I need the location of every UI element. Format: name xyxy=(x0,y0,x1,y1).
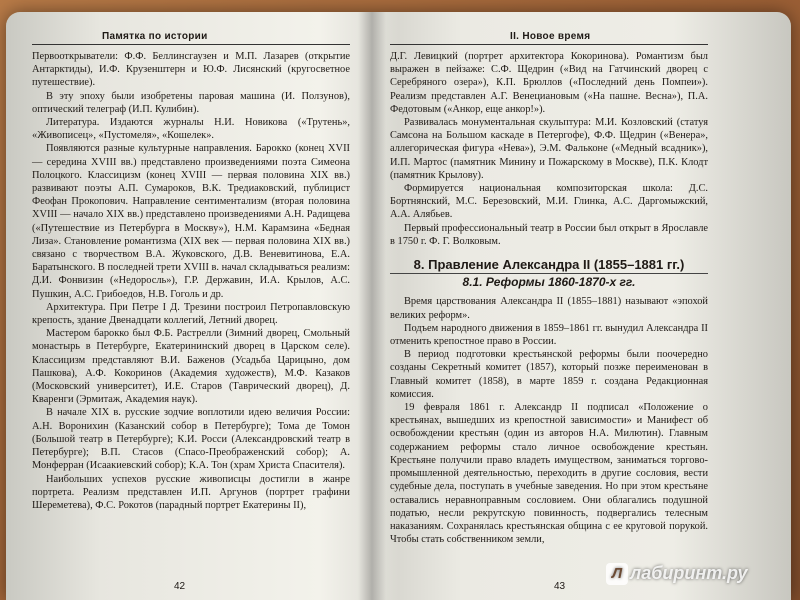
left-running-header: Памятка по истории xyxy=(32,30,350,45)
watermark xyxy=(606,563,790,591)
right-paragraph: Развивалась монументальная скульптура: М.И. Козловский (статуя Самсона на Большом каскаде в Петергофе), Ф.Ф. Щедрин («Венера», аллегорическая фигура «Нева»), Э.М. Фальконе («Медный всадник»), И.П. Мартос (памятник Минину и Пожарскому в Москве), П.К. Клодт (памятник Крылову). xyxy=(390,117,708,181)
watermark-text: лабиринт.ру xyxy=(630,563,748,583)
chapter-title: 8. Правление Александра II (1855–1881 гг.) xyxy=(390,258,708,274)
section-title: 8.1. Реформы 1860-1870-х гг. xyxy=(462,275,636,290)
book-spine-gutter xyxy=(358,12,386,600)
right-paragraph: Первый профессиональный театр в России был открыт в Ярославле в 1750 г. Ф. Г. Волковым. xyxy=(390,222,708,247)
left-paragraph: В начале XIX в. русские зодчие воплотили идею величия России: А.Н. Воронихин (Казанский собор в Петербурге); Тома де Томон (Большой театр в Петербурге); К.И. Росси (Александровский театр в Петербурге); В.П. Стасов (Спасо-Преображенский собор); А. Монферран (Исаакиевский собор); К.А. Тон (храм Христа Спасителя). xyxy=(32,407,350,472)
watermark-logo-icon: Л xyxy=(606,563,628,585)
left-paragraph: В эту эпоху были изобретены паровая машина (И. Ползунов), оптический телеграф (И.П. Кулибин). xyxy=(32,90,350,115)
right-page-number: 43 xyxy=(554,581,566,592)
left-paragraph: Наибольших успехов русские живописцы достигли в жанре портрета. Реализм представлен И.П. Аргунов (портрет графини Шереметева), Ф.С. Рокотов (парадный портрет Екатерины II), xyxy=(32,473,350,511)
left-paragraph: Мастером барокко был Ф.Б. Растрелли (Зимний дворец, Смольный монастырь в Петербурге, Екатерининский дворец в Царском селе). Классицизм представляют В.И. Баженов (Усадьба Царицыно, дом Пашкова), А.Ф. Кокоринов (Академия художеств), М.Ф. Казаков (Московский университет), И.Е. Старов (Таврический дворец), Д. Кваренги (Эрмитаж, Академия наук). xyxy=(32,328,350,406)
right-paragraph: Д.Г. Левицкий (портрет архитектора Кокоринова). Романтизм был выражен в пейзаже: С.Ф. Щедрин («Вид на Гатчинский дворец с Серебряного озера»), К.П. Брюллов («Последний день Помпеи»). Реализм представлен А.Г. Венециановым («На пашне. Весна»), П.А. Федотовым («Анкор, еще анкор!»). xyxy=(390,51,708,115)
left-paragraph: Литература. Издаются журналы Н.И. Новикова («Трутень», «Живописец», «Пустомеля», «Кошелек». xyxy=(32,117,350,142)
left-paragraph: Архитектура. При Петре I Д. Трезини построил Петропавловскую крепость, здание Двенадцати коллегий, Летний дворец. xyxy=(32,301,350,327)
open-book xyxy=(6,12,791,600)
right-paragraph: В период подготовки крестьянской реформы были поочередно созданы Секретный комитет (1857), который позже переименован в Главный комитет (1858), в марте 1859 г. создана Редакционная комиссия. xyxy=(390,349,708,400)
left-paragraph: Первооткрыватели: Ф.Ф. Беллинсгаузен и М.П. Лазарев (открытие Антарктиды), И.Ф. Крузенштерн и Ю.Ф. Лисянский (кругосветное путешествие). xyxy=(32,51,350,89)
right-paragraph: Подъем народного движения в 1859–1861 гг. вынудил Александра II отменить крепостное право в России. xyxy=(390,322,708,348)
right-paragraph: Формируется национальная композиторская школа: Д.С. Бортнянский, М.С. Березовский, М.И. Глинка, А.С. Даргомыжский, А.А. Алябьев. xyxy=(390,183,708,221)
left-paragraph: Появляются разные культурные направления. Барокко (конец XVII — середина XVIII вв.) представлено произведениями поэта Симеона Полоцкого. Классицизм (конец XVIII — первая половина XIX вв.) развивают поэты А.П. Сумароков, В.К. Тредиаковский, публицист Феофан Прокопович. Направление сентиментализм (вторая половина XVIII — начало XIX вв.) представлено произведениями А.Н. Радищева («Путешествие из Петербурга в Москву»), Н.М. Карамзина «Бедная Лиза». Становление романтизма (XIX век — первая половина XIX вв.) связано с творчеством В.А. Жуковского, Д.В. Веневитинова, Е.А. Баратынского. В последней трети XVIII в. начал складываться реализм: Д.И. Фонвизин («Недоросль»), Г.Р. Державин, И.А. Крылов, А.С. Пушкин, А.С. Грибоедов, Н.В. Гоголь и др. xyxy=(32,143,350,300)
right-paragraph: Время царствования Александра II (1855–1881) называют «эпохой великих реформ». xyxy=(390,296,708,321)
right-page xyxy=(390,31,708,546)
right-paragraph: 19 февраля 1861 г. Александр II подписал «Положение о крестьянах, вышедших из крепостной зависимости» и Манифест об освобождении крестьян (один из авторов Н.А. Милютин). Главным содержанием реформы стало личное освобождение крестьян. Крестьяне получили право владеть имуществом, заниматься торгово-промышленной деятельностью, переходить в другие сословия, вести судебные дела, поступать в учебные заведения. Но при этом крестьяне оставались неравноправным сословием. Они облагались подушной податью, несли рекрутскую повинность, подвергались телесным наказаниям. Сохранялась крестьянская община с ее круговой порукой. Чтобы стать собственником земли, xyxy=(390,402,708,546)
right-running-header: II. Новое время xyxy=(390,30,708,45)
left-page xyxy=(32,31,350,512)
left-page-number: 42 xyxy=(174,581,186,592)
